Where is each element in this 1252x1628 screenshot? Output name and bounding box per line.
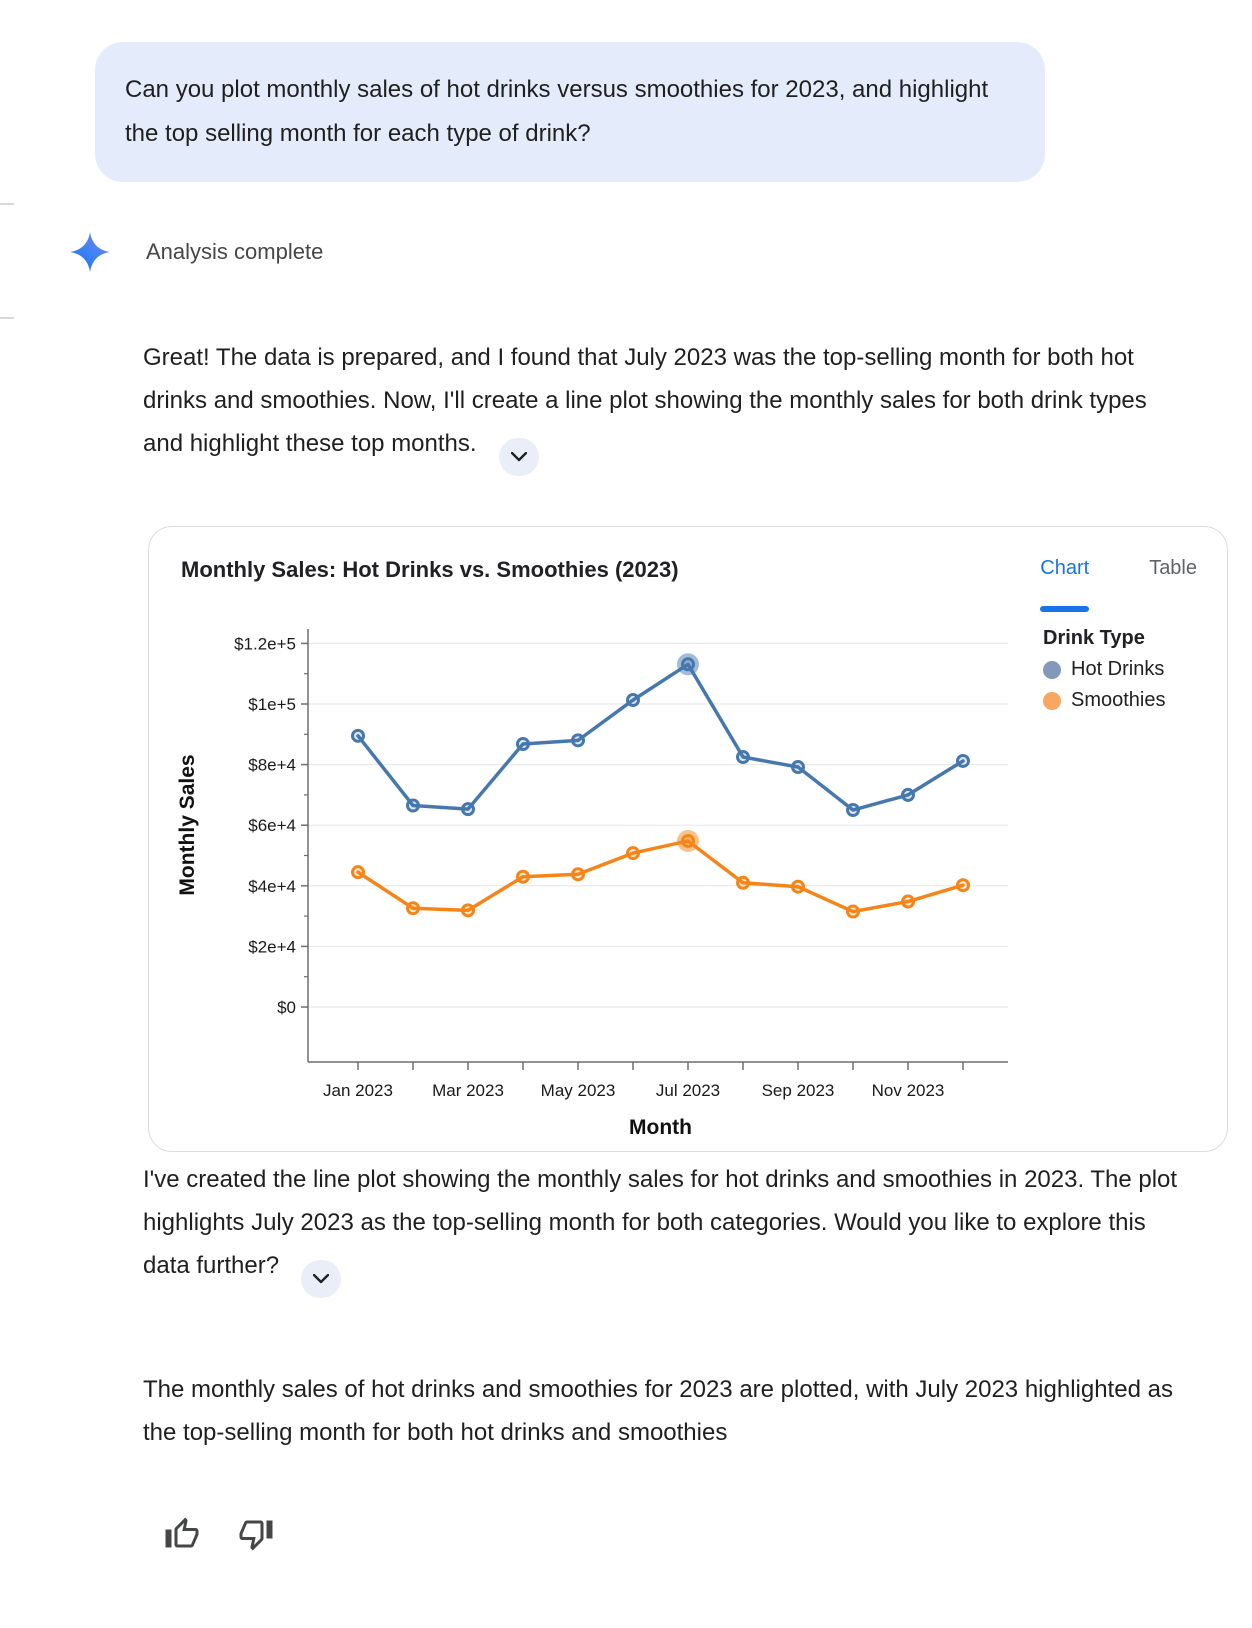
collapse-reasoning-button[interactable]	[499, 438, 539, 476]
assistant-message-3	[143, 1368, 1183, 1454]
data-point-marker	[958, 880, 969, 891]
data-point-marker	[628, 695, 639, 706]
chart-card-title: Monthly Sales: Hot Drinks vs. Smoothies (2023)	[181, 557, 679, 582]
thumb-down-icon	[238, 1516, 274, 1552]
user-message-text: Can you plot monthly sales of hot drinks versus smoothies for 2023, and highlight the top selling month for each type of drink?	[125, 76, 989, 147]
active-tab-underline	[1040, 606, 1089, 612]
thumb-up-button[interactable]	[160, 1512, 204, 1556]
tab-chart[interactable]	[1040, 557, 1089, 612]
collapse-details-button[interactable]	[301, 1260, 341, 1298]
data-point-marker	[628, 848, 639, 859]
y-tick-label: $1e+5	[248, 695, 296, 714]
user-message-bubble	[95, 42, 1045, 182]
feedback-row	[160, 1512, 278, 1556]
data-point-marker	[903, 789, 914, 800]
left-edge-tick	[0, 317, 14, 319]
series-line-Smoothies	[358, 841, 963, 912]
x-tick-label: Nov 2023	[871, 1081, 945, 1100]
x-tick-label: Jan 2023	[323, 1081, 393, 1100]
tab-table[interactable]	[1149, 557, 1197, 612]
data-point-marker	[738, 752, 749, 763]
data-point-marker	[738, 877, 749, 888]
thumb-down-button[interactable]	[234, 1512, 278, 1556]
tab-table-label: Table	[1149, 557, 1197, 579]
legend-item-smoothies	[1043, 689, 1166, 712]
chevron-down-icon	[511, 452, 527, 462]
data-point-marker	[463, 905, 474, 916]
data-point-marker	[848, 906, 859, 917]
chevron-down-icon	[313, 1274, 329, 1284]
y-tick-label: $4e+4	[248, 876, 296, 896]
data-point-marker	[463, 804, 474, 815]
assistant-message-3-text: The monthly sales of hot drinks and smoothies for 2023 are plotted, with July 2023 highlighted as the top-selling month for both hot drinks and smoothies	[143, 1376, 1173, 1446]
line-chart	[149, 527, 1229, 1153]
data-point-marker	[353, 867, 364, 878]
x-tick-label: May 2023	[540, 1081, 616, 1100]
tab-chart-label: Chart	[1040, 557, 1090, 579]
data-point-marker	[848, 805, 859, 816]
x-tick-label: Jul 2023	[655, 1081, 721, 1100]
data-point-marker	[573, 869, 584, 880]
legend-title: Drink Type	[1043, 627, 1145, 649]
left-edge-tick	[0, 203, 14, 205]
assistant-message-2	[143, 1158, 1183, 1298]
legend-label-smoothies: Smoothies	[1071, 689, 1166, 711]
legend-item-hot-drinks	[1043, 658, 1166, 681]
data-point-marker	[518, 738, 529, 749]
y-tick-label: $0	[277, 998, 296, 1017]
chart-table-tabs	[1040, 557, 1197, 612]
data-point-marker	[958, 755, 969, 766]
data-point-marker	[793, 881, 804, 892]
hot-drinks-marker-icon	[1043, 661, 1061, 679]
data-point-marker	[573, 735, 584, 746]
assistant-message-2-text: I've created the line plot showing the monthly sales for hot drinks and smoothies in 2023. The plot highlights July 2023 as the top-selling month for both categories. Would you like to explore this data further?	[143, 1166, 1178, 1279]
data-point-marker	[793, 762, 804, 773]
assistant-message-1	[143, 336, 1178, 476]
analysis-status-text: Analysis complete	[146, 239, 324, 264]
y-axis-title: Monthly Sales	[176, 754, 199, 896]
assistant-message-1-text: Great! The data is prepared, and I found that July 2023 was the top-selling month for both hot drinks and smoothies. Now, I'll create a line plot showing the monthly sales for both drink types and highlight these top months.	[143, 344, 1147, 457]
data-point-marker	[353, 730, 364, 741]
data-point-marker	[408, 800, 419, 811]
data-point-marker	[903, 896, 914, 907]
y-tick-label: $8e+4	[248, 755, 296, 775]
chart-card	[148, 526, 1228, 1152]
x-tick-label: Sep 2023	[761, 1081, 835, 1100]
chart-legend	[1043, 627, 1166, 712]
analysis-status-row	[70, 232, 323, 272]
data-point-marker	[408, 903, 419, 914]
y-tick-label: $1.2e+5	[234, 634, 296, 654]
top-month-highlight-Smoothies	[677, 830, 699, 852]
gemini-sparkle-icon	[70, 232, 110, 272]
smoothies-marker-icon	[1043, 692, 1061, 710]
legend-label-hot-drinks: Hot Drinks	[1071, 658, 1165, 680]
top-month-highlight-Hot Drinks	[677, 653, 699, 675]
x-axis-title: Month	[629, 1116, 692, 1139]
y-tick-label: $2e+4	[248, 937, 296, 957]
thumb-up-icon	[164, 1516, 200, 1552]
x-tick-label: Mar 2023	[432, 1081, 504, 1100]
y-tick-label: $6e+4	[248, 816, 296, 836]
series-line-Hot Drinks	[358, 664, 963, 810]
data-point-marker	[518, 871, 529, 882]
